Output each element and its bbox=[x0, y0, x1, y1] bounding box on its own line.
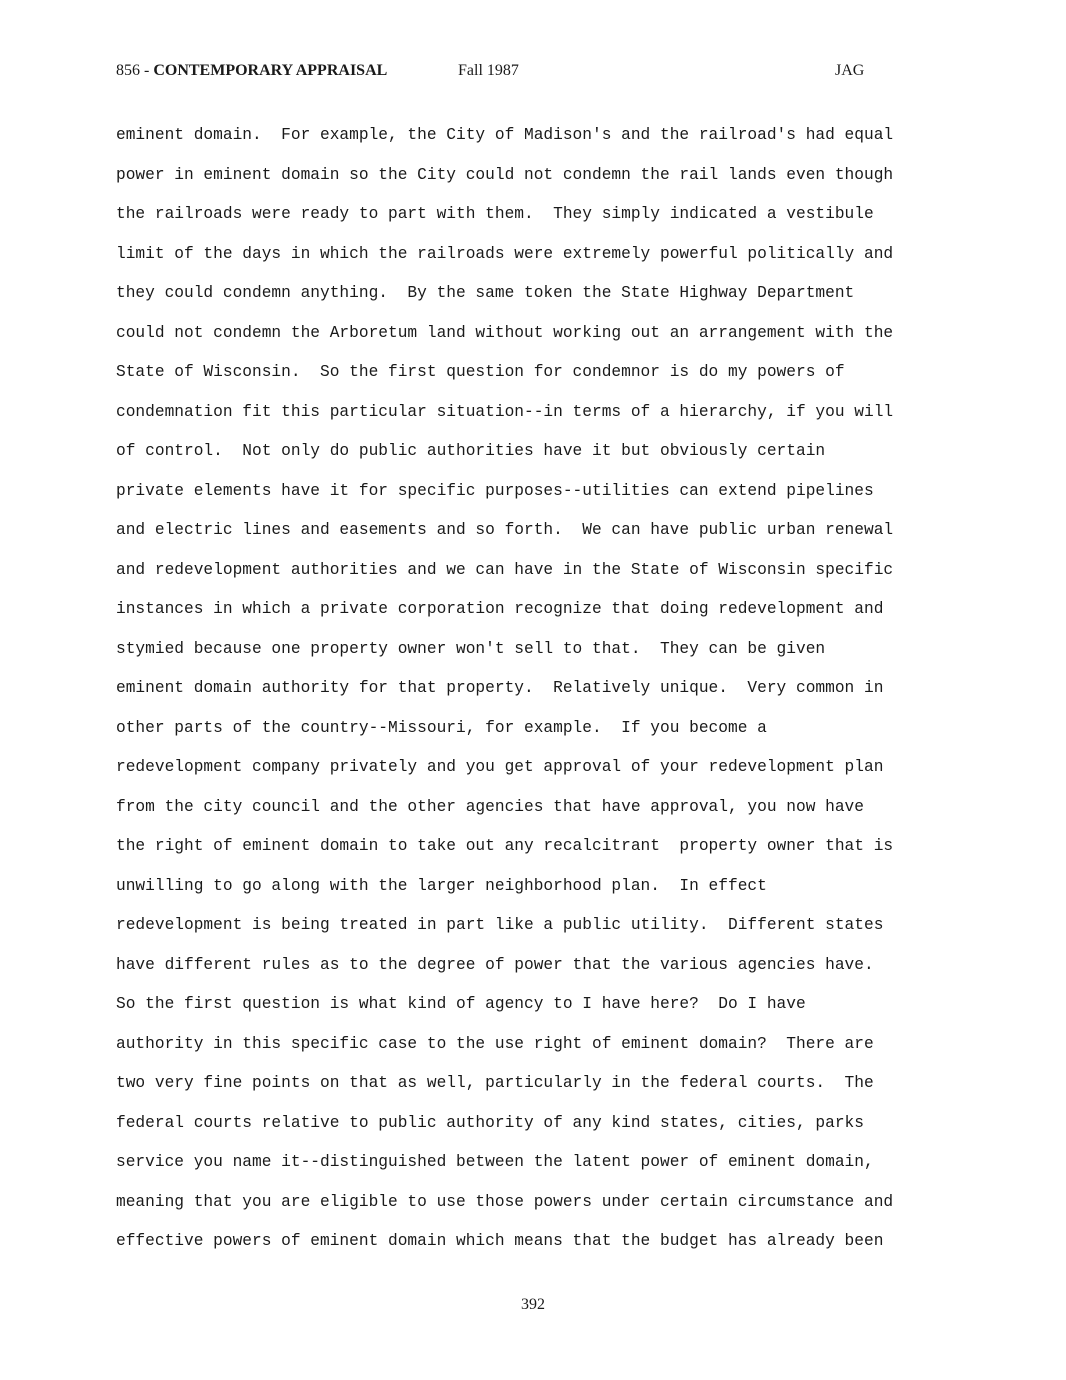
text-line: and redevelopment authorities and we can have in the State of Wisconsin specific bbox=[116, 560, 894, 579]
text-line: condemnation fit this particular situation--in terms of a hierarchy, if you will bbox=[116, 402, 894, 421]
course-number: 856 - bbox=[116, 62, 154, 79]
text-line: redevelopment company privately and you get approval of your redevelopment plan bbox=[116, 758, 884, 776]
text-line: stymied because one property owner won't sell to that. They can be given bbox=[116, 639, 826, 658]
text-line: have different rules as to the degree of power that the various agencies have. bbox=[116, 955, 874, 974]
text-line: the railroads were ready to part with them. They simply indicated a vestibule bbox=[116, 205, 874, 223]
text-line: federal courts relative to public authority of any kind states, cities, parks bbox=[116, 1113, 864, 1132]
page-number: 392 bbox=[521, 1296, 545, 1313]
text-line: the right of eminent domain to take out any recalcitrant property owner that is bbox=[116, 837, 894, 855]
author-initials: JAG bbox=[835, 62, 865, 79]
text-line: two very fine points on that as well, particularly in the federal courts. The bbox=[116, 1074, 874, 1092]
text-line: limit of the days in which the railroads were extremely powerful politically and bbox=[116, 244, 894, 263]
text-line: State of Wisconsin. So the first question for condemnor is do my powers of bbox=[116, 363, 845, 381]
text-line: power in eminent domain so the City could not condemn the rail lands even though bbox=[116, 165, 894, 184]
text-line: private elements have it for specific purposes--utilities can extend pipelines bbox=[116, 481, 874, 500]
page-header bbox=[0, 62, 1066, 86]
text-line: meaning that you are eligible to use those powers under certain circumstance and bbox=[116, 1192, 894, 1211]
text-line: from the city council and the other agencies that have approval, you now have bbox=[116, 797, 864, 816]
text-line: of control. Not only do public authorities have it but obviously certain bbox=[116, 442, 826, 460]
text-line: eminent domain. For example, the City of Madison's and the railroad's had equal bbox=[116, 126, 894, 144]
course-heading bbox=[116, 62, 387, 80]
text-line: effective powers of eminent domain which means that the budget has already been bbox=[116, 1232, 884, 1250]
text-line: unwilling to go along with the larger neighborhood plan. In effect bbox=[116, 876, 767, 895]
transcript-body bbox=[116, 120, 976, 1266]
text-line: So the first question is what kind of agency to I have here? Do I have bbox=[116, 995, 806, 1013]
text-line: authority in this specific case to the use right of eminent domain? There are bbox=[116, 1034, 874, 1053]
text-line: eminent domain authority for that property. Relatively unique. Very common in bbox=[116, 679, 884, 697]
course-title: CONTEMPORARY APPRAISAL bbox=[153, 62, 388, 79]
text-line: they could condemn anything. By the same token the State Highway Department bbox=[116, 284, 855, 302]
text-line: other parts of the country--Missouri, for example. If you become a bbox=[116, 718, 767, 737]
text-line: service you name it--distinguished between the latent power of eminent domain, bbox=[116, 1153, 874, 1171]
text-line: redevelopment is being treated in part like a public utility. Different states bbox=[116, 916, 884, 934]
text-line: instances in which a private corporation recognize that doing redevelopment and bbox=[116, 600, 884, 618]
text-line: and electric lines and easements and so forth. We can have public urban renewal bbox=[116, 521, 894, 539]
term-label: Fall 1987 bbox=[458, 62, 519, 79]
text-line: could not condemn the Arboretum land without working out an arrangement with the bbox=[116, 323, 894, 342]
